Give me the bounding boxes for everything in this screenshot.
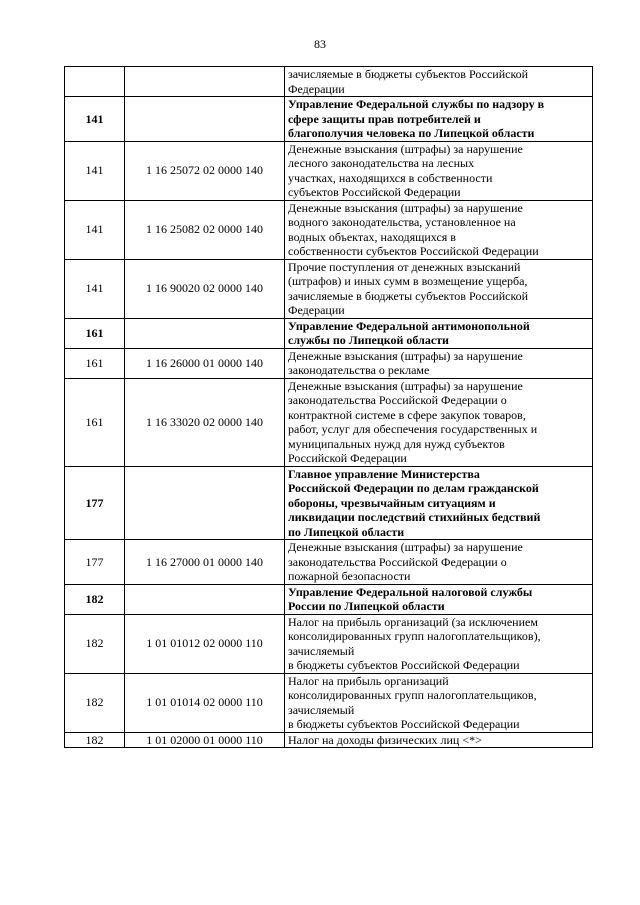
description-line: зачисляемые в бюджеты субъектов Российской [288, 288, 529, 303]
description-line: водных объектах, находящихся в [288, 229, 456, 244]
description-line: службы по Липецкой области [288, 333, 449, 347]
admin-code-cell: 141 [65, 141, 125, 200]
revenue-code-cell: 1 01 01012 02 0000 110 [125, 614, 285, 673]
description-cell [285, 67, 593, 97]
revenue-code-cell [125, 466, 285, 540]
description-line: муниципальных нужд для нужд субъектов [288, 436, 505, 451]
description-line: зачисляемый [288, 702, 355, 717]
description-cell [285, 378, 593, 466]
description-line: Денежные взыскания (штрафы) за нарушение [288, 141, 523, 156]
table-row [65, 200, 593, 259]
description-line: Денежные взыскания (штрафы) за нарушение [288, 378, 523, 393]
description-cell [285, 732, 593, 748]
admin-code-cell: 141 [65, 200, 125, 259]
description-line: контрактной системе в сфере закупок товаров, [288, 407, 526, 422]
description-cell [285, 200, 593, 259]
description-line: в бюджеты субъектов Российской Федерации [288, 717, 520, 731]
table-row-admin-heading [65, 97, 593, 142]
description-line: Денежные взыскания (штрафы) за нарушение [288, 540, 523, 554]
description-line: обороны, чрезвычайным ситуациям и [288, 495, 496, 510]
table-row [65, 732, 593, 748]
table-row-admin-heading [65, 584, 593, 614]
admin-code-cell: 161 [65, 378, 125, 466]
description-line: Управление Федеральной налоговой службы [288, 584, 533, 599]
description-line: Федерации [288, 303, 345, 317]
description-line: Денежные взыскания (штрафы) за нарушение [288, 200, 523, 215]
table-row [65, 348, 593, 378]
table-row [65, 540, 593, 585]
description-line: по Липецкой области [288, 524, 405, 539]
description-cell [285, 673, 593, 732]
revenue-code-cell: 1 16 26000 01 0000 140 [125, 348, 285, 378]
admin-code-cell: 182 [65, 614, 125, 673]
admin-code-cell: 177 [65, 466, 125, 540]
revenue-code-cell: 1 16 25082 02 0000 140 [125, 200, 285, 259]
admin-code-cell: 177 [65, 540, 125, 585]
description-line: (штрафов) и иных сумм в возмещение ущерба, [288, 274, 528, 288]
revenue-code-cell: 1 16 33020 02 0000 140 [125, 378, 285, 466]
admin-code-cell: 182 [65, 584, 125, 614]
description-line: зачисляемые в бюджеты субъектов Российской [288, 67, 529, 81]
description-line: Прочие поступления от денежных взысканий [288, 259, 521, 274]
description-cell [285, 259, 593, 318]
table-row-admin-heading [65, 318, 593, 348]
budget-revenue-table [64, 66, 593, 748]
revenue-code-cell: 1 01 01014 02 0000 110 [125, 673, 285, 732]
revenue-code-cell: 1 16 25072 02 0000 140 [125, 141, 285, 200]
description-cell [285, 348, 593, 378]
description-line: собственности субъектов Российской Федерации [288, 244, 539, 258]
description-line: России по Липецкой области [288, 599, 445, 613]
description-line: Российской Федерации [288, 451, 407, 465]
table-row [65, 141, 593, 200]
description-line: Федерации [288, 81, 345, 96]
description-line: Налог на доходы физических лиц <*> [288, 732, 482, 747]
table-row [65, 378, 593, 466]
table-row [65, 614, 593, 673]
admin-code-cell: 182 [65, 673, 125, 732]
description-line: Денежные взыскания (штрафы) за нарушение [288, 348, 523, 363]
revenue-code-cell: 1 16 90020 02 0000 140 [125, 259, 285, 318]
description-line: Главное управление Министерства [288, 466, 480, 481]
revenue-code-cell [125, 318, 285, 348]
description-line: консолидированных групп налогоплательщиков), [288, 629, 541, 643]
description-line: в бюджеты субъектов Российской Федерации [288, 658, 520, 672]
description-line: пожарной безопасности [288, 569, 411, 583]
revenue-code-cell [125, 97, 285, 142]
table-row-admin-heading [65, 466, 593, 540]
revenue-code-cell [125, 584, 285, 614]
admin-code-cell: 161 [65, 348, 125, 378]
admin-code-cell: 141 [65, 259, 125, 318]
description-line: водного законодательства, установленное на [288, 215, 516, 229]
table-body [65, 67, 593, 748]
admin-code-cell: 161 [65, 318, 125, 348]
description-line: благополучия человека по Липецкой области [288, 126, 535, 140]
description-line: законодательства о рекламе [288, 363, 430, 377]
description-cell [285, 466, 593, 540]
description-line: ликвидации последствий стихийных бедствий [288, 510, 541, 524]
description-cell [285, 584, 593, 614]
description-line: Российской Федерации по делам гражданской [288, 481, 539, 495]
table-row [65, 673, 593, 732]
revenue-code-cell [125, 67, 285, 97]
description-cell [285, 141, 593, 200]
table-row [65, 259, 593, 318]
admin-code-cell: 141 [65, 97, 125, 142]
description-cell [285, 97, 593, 142]
description-line: консолидированных групп налогоплательщиков, [288, 688, 537, 702]
admin-code-cell: 182 [65, 732, 125, 748]
description-line: зачисляемый [288, 643, 355, 658]
description-line: Управление Федеральной службы по надзору в [288, 97, 545, 111]
description-line: законодательства Российской Федерации о [288, 554, 507, 569]
admin-code-cell [65, 67, 125, 97]
description-cell [285, 318, 593, 348]
revenue-code-cell: 1 16 27000 01 0000 140 [125, 540, 285, 585]
description-line: субъектов Российской Федерации [288, 185, 461, 199]
description-cell [285, 614, 593, 673]
description-cell [285, 540, 593, 585]
description-line: работ, услуг для обеспечения государственных и [288, 422, 538, 436]
description-line: законодательства Российской Федерации о [288, 393, 507, 407]
description-line: Налог на прибыль организаций (за исключением [288, 614, 538, 629]
table-row [65, 67, 593, 97]
description-line: участках, находящихся в собственности [288, 170, 493, 185]
description-line: сфере защиты прав потребителей и [288, 111, 481, 126]
description-line: Управление Федеральной антимонопольной [288, 318, 530, 333]
description-line: лесного законодательства на лесных [288, 156, 475, 170]
description-line: Налог на прибыль организаций [288, 673, 449, 688]
page-number: 83 [314, 37, 326, 51]
revenue-code-cell: 1 01 02000 01 0000 110 [125, 732, 285, 748]
